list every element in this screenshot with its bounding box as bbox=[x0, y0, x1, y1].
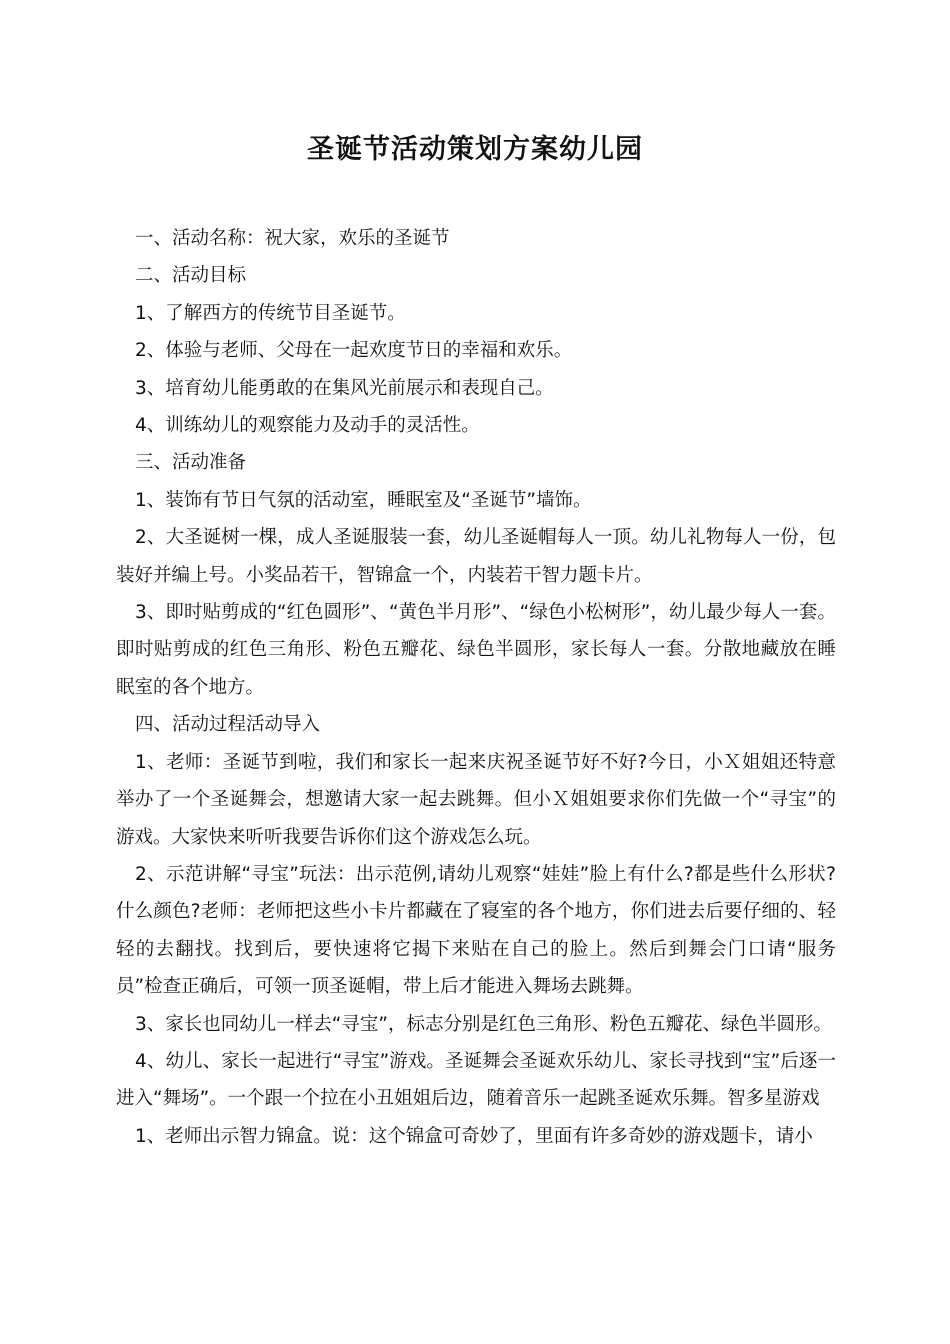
preparation-item-1: 1、装饰有节日气氛的活动室，睡眠室及“圣诞节”墙饰。 bbox=[135, 489, 592, 511]
preparation-item-3: 3、即时贴剪成的“红色圆形”、“黄色半月形”、“绿色小松树形”，幼儿最少每人一套。即时贴剪成的红色三角形、粉色五瓣花、绿色半圆形，家长每人一套。分散地藏放在睡眠室的各个地方。 bbox=[116, 602, 836, 698]
goal-item-4: 4、训练幼儿的观察能力及动手的灵活性。 bbox=[135, 415, 480, 437]
document-title: 圣诞节活动策划方案幼儿园 bbox=[307, 134, 643, 165]
preparation-item-2: 2、大圣诞树一棵，成人圣诞服装一套，幼儿圣诞帽每人一顶。幼儿礼物每人一份，包装好并编上号。小奖品若干，智锦盒一个，内装若干智力题卡片。 bbox=[116, 527, 836, 586]
process-item-4: 4、幼儿、家长一起进行“寻宝”游戏。圣诞舞会圣诞欢乐幼儿、家长寻找到“宝”后逐一进入“舞场”。一个跟一个拉在小丑姐姐后边，随着音乐一起跳圣诞欢乐舞。智多星游戏 bbox=[116, 1050, 836, 1110]
goal-item-3: 3、培育幼儿能勇敢的在集风光前展示和表现自己。 bbox=[135, 377, 554, 399]
section-heading-goals: 二、活动目标 bbox=[135, 265, 247, 287]
goal-item-2: 2、体验与老师、父母在一起欢度节日的幸福和欢乐。 bbox=[135, 340, 573, 362]
game-item-1: 1、老师出示智力锦盒。说：这个锦盒可奇妙了，里面有许多奇妙的游戏题卡，请小 bbox=[135, 1125, 813, 1147]
goal-item-1: 1、了解西方的传统节目圣诞节。 bbox=[135, 302, 406, 324]
document-body bbox=[116, 220, 836, 1155]
process-item-1: 1、老师：圣诞节到啦，我们和家长一起来庆祝圣诞节好不好?今日，小Ｘ姐姐还特意举办了一个圣诞舞会，想邀请大家一起去跳舞。但小Ｘ姐姐要求你们先做一个“寻宝”的游戏。大家快来听听我要告诉你们这个游戏怎么玩。 bbox=[116, 751, 836, 848]
section-heading-process: 四、活动过程活动导入 bbox=[135, 714, 321, 736]
process-item-3: 3、家长也同幼儿一样去“寻宝”，标志分别是红色三角形、粉色五瓣花、绿色半圆形。 bbox=[135, 1013, 832, 1035]
section-heading-preparation: 三、活动准备 bbox=[135, 452, 247, 474]
process-item-2: 2、示范讲解“寻宝”玩法：出示范例,请幼儿观察“娃娃”脸上有什么?都是些什么形状?什么颜色?老师：老师把这些小卡片都藏在了寝室的各个地方，你们进去后要仔细的、轻轻的去翻找。找到后，要快速将它揭下来贴在自己的脸上。然后到舞会门口请“服务员”检查正确后，可领一顶圣诞帽，带上后才能进入舞场去跳舞。 bbox=[116, 863, 836, 998]
section-heading-activity-name: 一、活动名称：祝大家，欢乐的圣诞节 bbox=[135, 228, 450, 249]
